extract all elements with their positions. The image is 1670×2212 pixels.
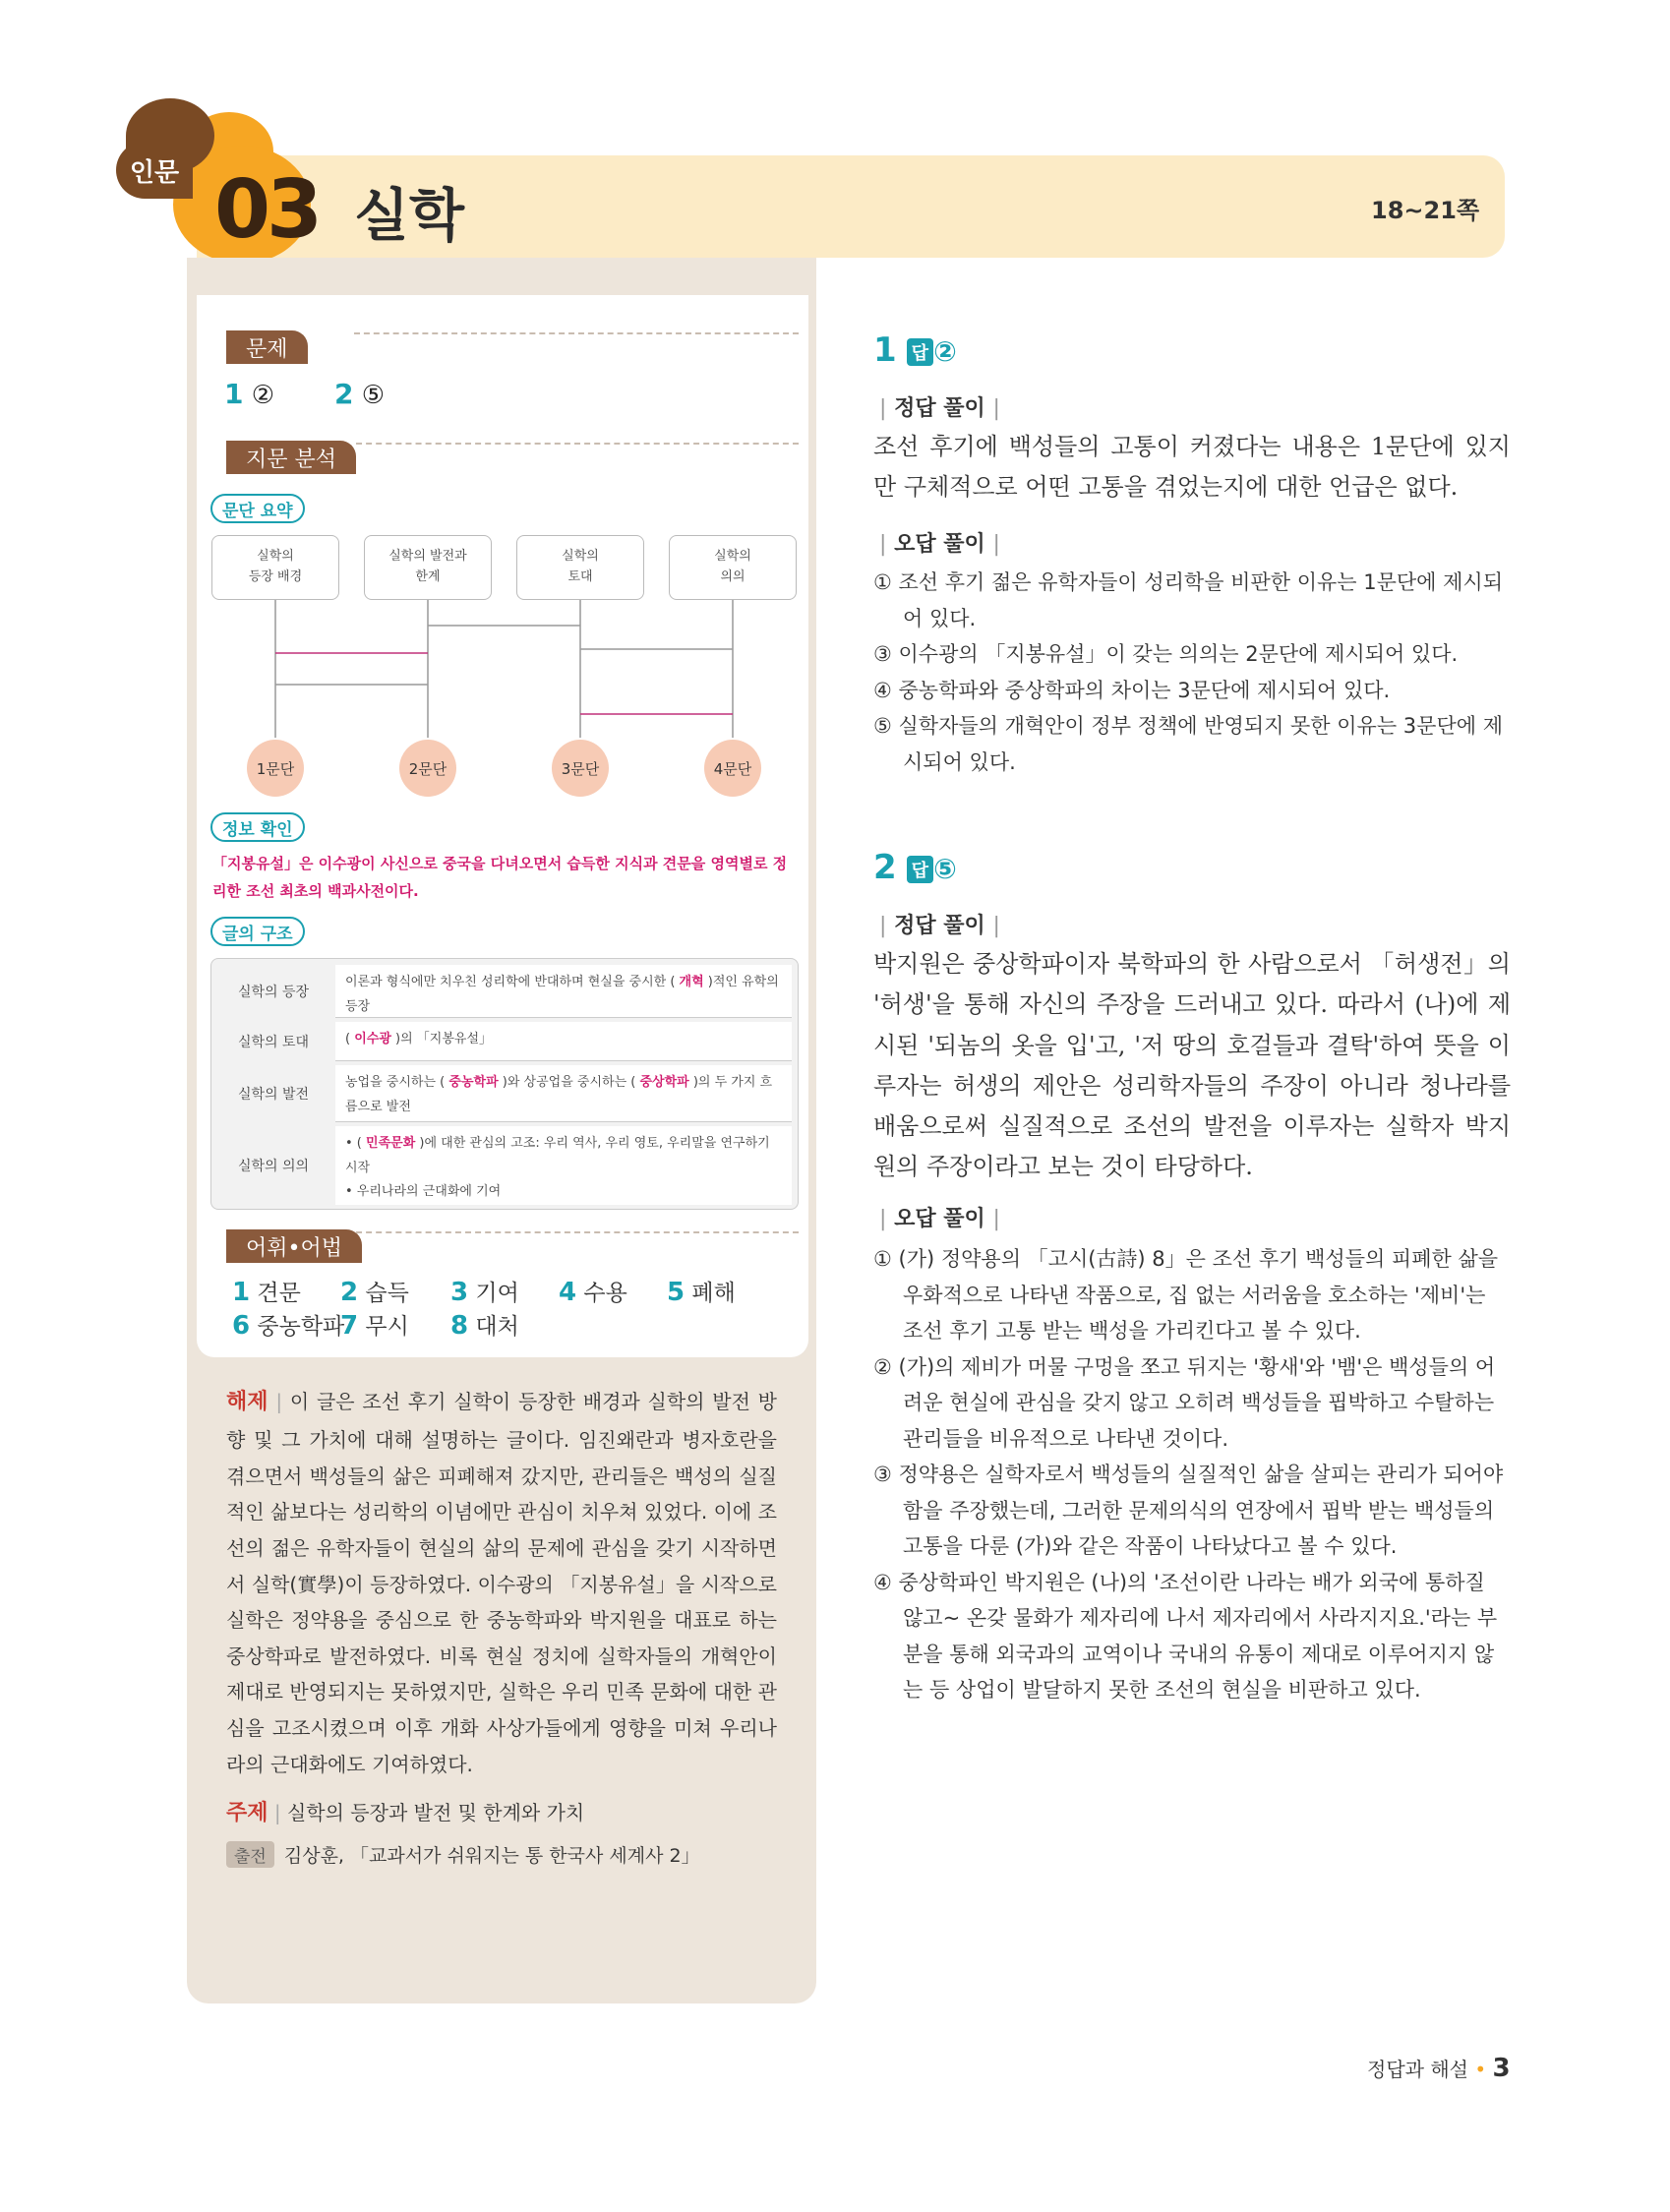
structure-table — [210, 958, 799, 1210]
source: 출전 김상훈, 「교과서가 쉬워지는 통 한국사 세계사 2」 — [226, 1841, 700, 1868]
matching-lines — [197, 590, 806, 757]
q1-correct-text: 조선 후기에 백성들의 고통이 커졌다는 내용은 1문단에 있지만 구체적으로 어떤 고통을 겪었는지에 대한 언급은 없다. — [873, 433, 1511, 502]
q1-wrong-head: | 오답 풀이 | — [879, 532, 1000, 557]
pill-info: 정보 확인 — [210, 812, 305, 842]
list-item: ① 조선 후기 젊은 유학자들이 성리학을 비판한 이유는 1문단에 제시되어 있다. — [873, 570, 1503, 630]
vocab-item: 6 중농학파 — [232, 1311, 345, 1341]
lesson-number: 03 — [214, 163, 320, 257]
q2-correct-head: | 정답 풀이 | — [879, 914, 1000, 938]
section-tab-analysis: 지문 분석 — [226, 441, 356, 474]
answer-2: 2 ⑤ — [334, 378, 386, 410]
page-footer: 정답과 해설 • 3 — [1367, 2054, 1511, 2083]
summary-box-1: 실학의 등장 배경 — [211, 535, 339, 600]
structure-row: 실학의 의의 • ( 민족문화 )에 대한 관심의 고조: 우리 역사, 우리 영토, 우리말을 연구하기 시작 • 우리나라의 근대화에 기여 — [211, 1126, 800, 1205]
summary-box-3: 실학의 토대 — [516, 535, 644, 600]
structure-row: 실학의 토대 ( 이수광 )의 「지봉유설」 — [211, 1022, 800, 1061]
vocab-item: 5 폐해 — [667, 1278, 736, 1307]
list-item: ③ 정약용은 실학자로서 백성들의 실질적인 삶을 살피는 관리가 되어야 함을 주장했는데, 그러한 문제의식의 연장에서 핍박 받는 백성들의 고통을 다룬 (가)와 같은 작품이 나타났다고 볼 수 있다. — [873, 1463, 1504, 1559]
page-range: 18~21쪽 — [1371, 197, 1480, 224]
page-number: 3 — [1492, 2054, 1511, 2083]
section-tab-vocab: 어휘•어법 — [226, 1229, 362, 1263]
paragraph-circle-2: 2문단 — [399, 740, 456, 797]
summary-box-2: 실학의 발전과 한계 — [364, 535, 492, 600]
q1-correct-head: | 정답 풀이 | — [879, 396, 1000, 421]
topic: 주제 | 실학의 등장과 발전 및 한계와 가치 — [226, 1801, 585, 1825]
page-title: 실학 — [354, 182, 465, 249]
paragraph-circle-4: 4문단 — [704, 740, 761, 797]
question-1-header: 1 답 ② — [873, 330, 957, 370]
vocab-item: 7 무시 — [340, 1311, 409, 1341]
list-item: ④ 중상학파인 박지원은 (나)의 '조선이란 나라는 배가 외국에 통하질 않고~ 온갖 물화가 제자리에 나서 제자리에서 사라지지요.'라는 부분을 통해 외국과의 교역이나 국내의 유통이 제대로 이루어지지 않는 등 상업이 발달하지 못한 조선의 현실을 비판하고 있다. — [873, 1570, 1498, 1703]
list-item: ② (가)의 제비가 머물 구멍을 쪼고 뒤지는 '황새'와 '뱀'은 백성들의 어려운 현실에 관심을 갖지 않고 오히려 백성들을 핍박하고 수탈하는 관리들을 비유적으로 나타낸 것이다. — [873, 1354, 1496, 1451]
vocab-item: 8 대처 — [450, 1311, 519, 1341]
q1-wrong-list — [873, 565, 1511, 780]
question-2-header: 2 답 ⑤ — [873, 848, 957, 887]
divider — [356, 1231, 799, 1233]
structure-row: 실학의 등장 이론과 형식에만 치우친 성리학에 반대하며 현실을 중시한 ( 개혁 )적인 유학의 등장 — [211, 965, 800, 1018]
vocab-item: 4 수용 — [559, 1278, 627, 1307]
q2-wrong-list — [873, 1241, 1511, 1708]
vocab-item: 3 기여 — [450, 1278, 519, 1307]
structure-row: 실학의 발전 농업을 중시하는 ( 중농학파 )와 상공업을 중시하는 ( 중상학파 )의 두 가지 흐름으로 발전 — [211, 1065, 800, 1122]
info-text: 「지봉유설」은 이수광이 사신으로 중국을 다녀오면서 습득한 지식과 견문을 영역별로 정리한 조선 최초의 백과사전이다. — [212, 855, 788, 900]
pill-summary: 문단 요약 — [210, 494, 305, 523]
divider — [356, 443, 799, 445]
section-tab-problems: 문제 — [226, 330, 308, 364]
pill-structure: 글의 구조 — [210, 917, 305, 946]
list-item: ① (가) 정약용의 「고시(古詩) 8」은 조선 후기 백성들의 피폐한 삶을 우화적으로 나타낸 작품으로, 집 없는 서러움을 호소하는 '제비'는 조선 후기 고통 받는 백성을 가리킨다고 볼 수 있다. — [873, 1247, 1499, 1344]
commentary: 해제 | 이 글은 조선 후기 실학이 등장한 배경과 실학의 발전 방향 및 그 가치에 대해 설명하는 글이다. 임진왜란과 병자호란을 겪으면서 백성들의 삶은 피폐해져 갔지만, 관리들은 백성의 실질적인 삶보다는 성리학의 이념에만 관심이 치우쳐 있었다. 이에 조선의 젊은 유학자들이 현실의 삶의 문제에 관심을 갖기 시작하면서 실학(實學)이 등장하였다. 이수광의 「지봉유설」을 시작으로 실학은 정약용을 중심으로 한 중농학파와 박지원을 대표로 하는 중상학파로 발전하였다. 비록 현실 정치에 실학자들의 개혁안이 제대로 반영되지는 못하였지만, 실학은 우리 민족 문화에 대한 관심을 고조시켰으며 이후 개화 사상가들에게 영향을 미쳐 우리나라의 근대화에도 기여하였다. — [226, 1390, 778, 1776]
vocab-item: 1 견문 — [232, 1278, 301, 1307]
divider — [354, 332, 799, 334]
paragraph-circle-3: 3문단 — [552, 740, 609, 797]
vocab-item: 2 습득 — [340, 1278, 409, 1307]
q2-wrong-head: | 오답 풀이 | — [879, 1207, 1000, 1231]
category-tag: 인문 — [116, 142, 193, 199]
summary-box-4: 실학의 의의 — [669, 535, 797, 600]
answer-1: 1 ② — [224, 378, 275, 410]
list-item: ⑤ 실학자들의 개혁안이 정부 정책에 반영되지 못한 이유는 3문단에 제시되어 있다. — [873, 714, 1503, 774]
q2-correct-text: 박지원은 중상학파이자 북학파의 한 사람으로서 「허생전」의 '허생'을 통해 자신의 주장을 드러내고 있다. 따라서 (나)에 제시된 '되놈의 옷을 입'고, '저 땅의 호걸들과 결탁'하여 뜻을 이루자는 허생의 제안은 성리학자들의 주장이 아니라 청나라를 배움으로써 실질적으로 조선의 발전을 이루자는 실학자 박지원의 주장이라고 보는 것이 타당하다. — [873, 950, 1511, 1181]
list-item: ③ 이수광의 「지봉유설」이 갖는 의의는 2문단에 제시되어 있다. — [873, 642, 1459, 667]
list-item: ④ 중농학파와 중상학파의 차이는 3문단에 제시되어 있다. — [873, 678, 1391, 702]
paragraph-circle-1: 1문단 — [247, 740, 304, 797]
